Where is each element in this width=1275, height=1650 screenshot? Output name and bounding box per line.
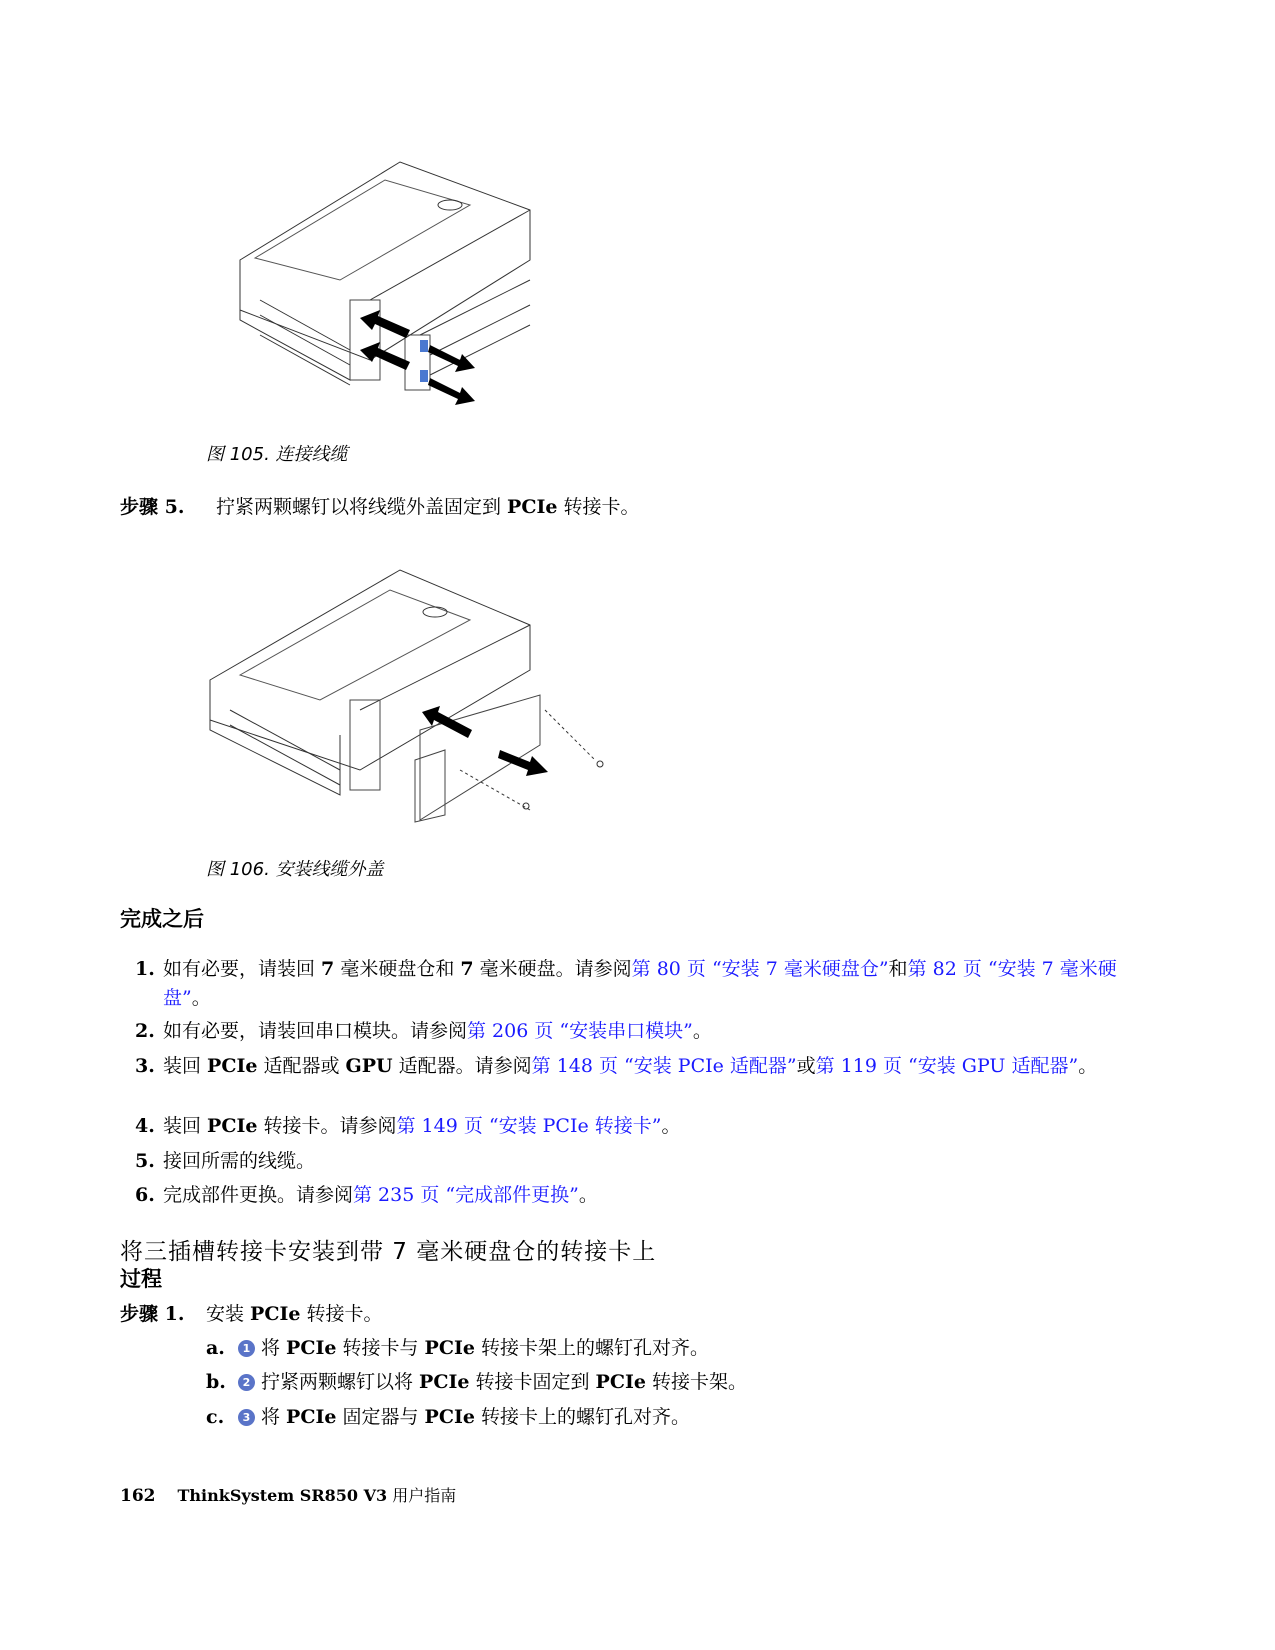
text: 转接卡与 [336, 1337, 425, 1359]
step-1 [120, 1299, 382, 1326]
step-5-bold: PCIe [507, 496, 558, 518]
text: 完成部件更换。请参阅 [163, 1184, 354, 1206]
text: 装回 [163, 1055, 208, 1077]
text-bold: PCIe [424, 1406, 475, 1428]
arrow-icon [360, 310, 475, 405]
text: 。 [578, 1184, 598, 1206]
figure-install-cable-cover [200, 560, 620, 825]
substep-letter: a. [206, 1337, 225, 1359]
text: 如有必要，请装回串口模块。请参阅 [163, 1020, 468, 1042]
step-5-text-end: 转接卡。 [557, 496, 640, 518]
tab-blue-bottom-icon [420, 370, 428, 382]
link-install-pcie-riser[interactable]: 第 149 页 “安装 PCIe 转接卡” [396, 1115, 662, 1137]
text: 将 [261, 1406, 287, 1428]
substep-c [206, 1402, 690, 1429]
text: 拧紧两颗螺钉以将 [261, 1371, 420, 1393]
page-footer [120, 1483, 456, 1506]
figure-connect-cables [200, 150, 540, 415]
text: 。 [191, 987, 211, 1009]
text: 转接卡上的螺钉孔对齐。 [474, 1406, 690, 1428]
callout-1-icon: 1 [238, 1340, 255, 1357]
step-1-text-end: 转接卡。 [300, 1303, 383, 1325]
text: 接回所需的线缆。 [163, 1150, 316, 1172]
text: 转接卡架上的螺钉孔对齐。 [474, 1337, 709, 1359]
callout-3-icon: 3 [238, 1409, 255, 1426]
text-bold: PCIe [419, 1371, 470, 1393]
text: 毫米硬盘仓和 [334, 958, 461, 980]
text: 和 [888, 958, 908, 980]
text: 固定器与 [336, 1406, 425, 1428]
list-item-number: 2. [135, 1020, 155, 1042]
text: 。 [661, 1115, 681, 1137]
text: 将 [261, 1337, 287, 1359]
substep-b [206, 1367, 747, 1394]
text-bold: 7 [460, 958, 474, 980]
link-install-7mm-cage[interactable]: 第 80 页 “安装 7 毫米硬盘仓” [631, 958, 889, 980]
text-bold: 7 [321, 958, 335, 980]
link-install-gpu-adapter[interactable]: 第 119 页 “安装 GPU 适配器” [815, 1055, 1079, 1077]
list-item-number: 3. [135, 1055, 155, 1077]
page-number: 162 [120, 1486, 156, 1506]
figure-106-caption: 图 106. 安装线缆外盖 [206, 859, 384, 880]
text: 转接卡架。 [645, 1371, 747, 1393]
step-1-label: 步骤 1. [120, 1303, 185, 1325]
after-list [135, 955, 1145, 1205]
step-5 [120, 492, 639, 519]
text: 或 [796, 1055, 816, 1077]
text-bold: PCIe [207, 1055, 258, 1077]
text-bold: PCIe [286, 1406, 337, 1428]
text-bold: PCIe [424, 1337, 475, 1359]
substep-a [206, 1333, 709, 1360]
text: 。 [692, 1020, 712, 1042]
after-heading: 完成之后 [120, 907, 204, 931]
arrow-icon [422, 706, 548, 776]
text-bold: PCIe [207, 1115, 258, 1137]
text: 如有必要，请装回 [163, 958, 322, 980]
figure-105-caption: 图 105. 连接线缆 [206, 444, 348, 465]
substep-letter: b. [206, 1371, 226, 1393]
step-5-label: 步骤 5. [120, 496, 185, 518]
step-1-text: 安装 [206, 1303, 251, 1325]
text: 毫米硬盘。请参阅 [473, 958, 632, 980]
text: 转接卡。请参阅 [257, 1115, 397, 1137]
footer-suffix: 用户指南 [387, 1486, 457, 1505]
text: 适配器。请参阅 [392, 1055, 532, 1077]
substep-letter: c. [206, 1406, 225, 1428]
list-item-number: 6. [135, 1184, 155, 1206]
procedure-heading: 过程 [120, 1267, 162, 1291]
link-install-pcie-adapter[interactable]: 第 148 页 “安装 PCIe 适配器” [531, 1055, 797, 1077]
section-title: 将三插槽转接卡安装到带 7 毫米硬盘仓的转接卡上 [120, 1239, 657, 1265]
text-bold: PCIe [595, 1371, 646, 1393]
callout-2-icon: 2 [238, 1374, 255, 1391]
list-item-number: 1. [135, 958, 155, 980]
list-item-number: 5. [135, 1150, 155, 1172]
step-5-text: 拧紧两颗螺钉以将线缆外盖固定到 [216, 496, 508, 518]
text: 。 [1078, 1055, 1098, 1077]
text-bold: GPU [345, 1055, 393, 1077]
footer-title: ThinkSystem SR850 V3 [177, 1486, 388, 1505]
tab-blue-top-icon [420, 340, 428, 352]
link-complete-replacement[interactable]: 第 235 页 “完成部件更换” [353, 1184, 579, 1206]
text-bold: PCIe [286, 1337, 337, 1359]
list-item-number: 4. [135, 1115, 155, 1137]
text: 转接卡固定到 [469, 1371, 596, 1393]
link-install-7mm-drive[interactable]: 第 82 页 “安装 7 毫米硬盘” [163, 958, 1117, 1009]
text: 装回 [163, 1115, 208, 1137]
link-install-serial-module[interactable]: 第 206 页 “安装串口模块” [467, 1020, 693, 1042]
text: 适配器或 [257, 1055, 346, 1077]
step-1-bold: PCIe [250, 1303, 301, 1325]
